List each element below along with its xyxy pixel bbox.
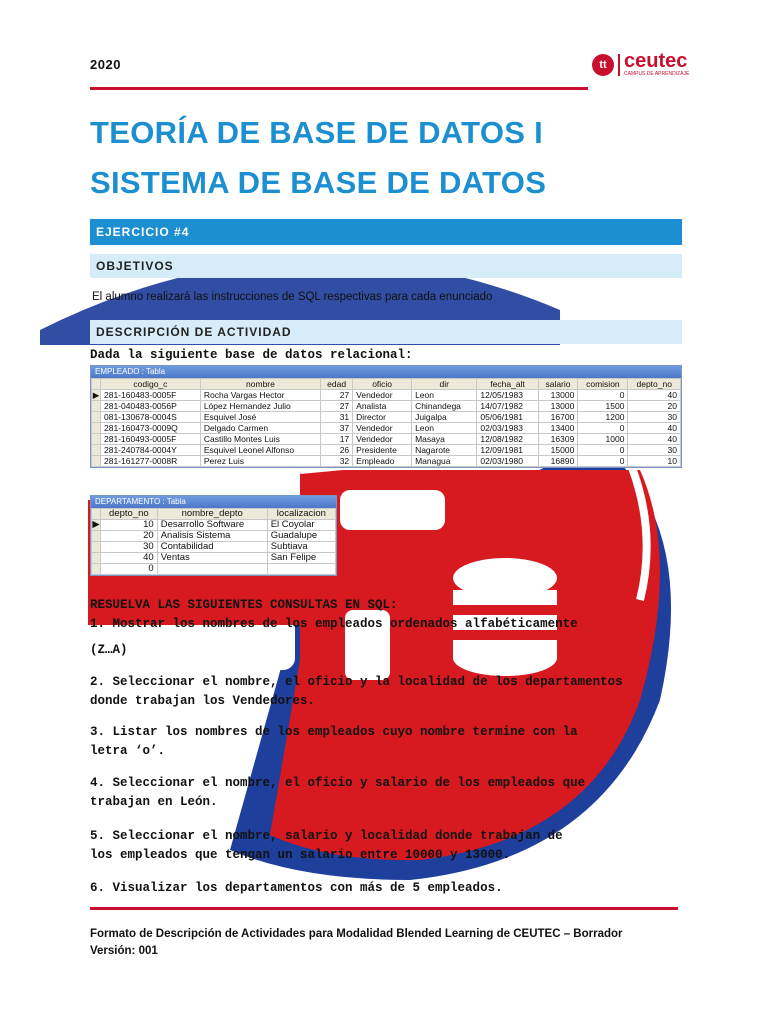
table-cell[interactable]: 12/05/1983 [477,390,538,401]
table-cell[interactable]: Vendedor [353,423,412,434]
table-cell[interactable]: 281-160473-0009Q [101,423,201,434]
row-selector[interactable] [92,434,101,445]
table-cell[interactable]: 20 [101,531,158,542]
current-row-marker-icon[interactable]: ▶ [92,519,100,530]
table-cell[interactable]: 16309 [538,434,578,445]
table-cell[interactable]: 16700 [538,412,578,423]
row-selector[interactable] [92,564,101,575]
logo-mark: tt [592,54,614,76]
table-cell[interactable]: 0 [101,564,158,575]
query-5-line-2: los empleados que tengan un salario entre 10000 y 13000. [90,848,511,862]
table-cell[interactable]: 32 [321,456,353,467]
table-row[interactable] [92,553,336,564]
table-cell[interactable]: 02/03/1980 [477,456,538,467]
table-cell[interactable]: 281-161277-0008R [101,456,201,467]
table-cell[interactable]: 15000 [538,445,578,456]
query-2-line-2: donde trabajan los Vendedores. [90,694,316,708]
departamento-table-title: DEPARTAMENTO : Tabla [91,496,336,508]
table-cell[interactable]: 31 [321,412,353,423]
table-cell[interactable]: San Felipe [267,553,335,564]
row-selector[interactable] [92,531,101,542]
table-cell[interactable]: Esquivel José [200,412,320,423]
table-cell[interactable]: 10 [628,456,681,467]
current-row-marker-icon[interactable]: ▶ [92,390,100,400]
title-topic: SISTEMA DE BASE DE DATOS [90,165,547,200]
table-row[interactable] [92,531,336,542]
table-row[interactable] [92,423,681,434]
logo-wordmark [624,52,689,77]
table-cell[interactable]: Masaya [412,434,477,445]
table-cell[interactable]: 14/07/1982 [477,401,538,412]
table-row[interactable] [92,520,336,531]
table-cell[interactable]: 40 [101,553,158,564]
column-header[interactable]: codigo_c [101,379,201,390]
table-cell[interactable]: Guadalupe [267,531,335,542]
table-cell[interactable]: Leon [412,423,477,434]
table-cell[interactable]: 0 [578,456,628,467]
row-selector[interactable] [92,456,101,467]
row-selector-header [92,379,101,390]
column-header[interactable]: salario [538,379,578,390]
description-bar: DESCRIPCIÓN DE ACTIVIDAD [90,320,682,344]
departamento-header-row [92,509,336,520]
row-selector[interactable] [92,445,101,456]
footer-rule [90,907,678,910]
departamento-table-window [90,495,337,576]
document-year: 2020 [90,57,121,72]
table-cell[interactable]: 40 [628,434,681,445]
table-cell[interactable]: 081-130678-0004S [101,412,201,423]
table-row[interactable] [92,401,681,412]
table-cell[interactable]: 281-160483-0005F [101,390,201,401]
table-cell[interactable]: 1000 [578,434,628,445]
empleado-table-title: EMPLEADO : Tabla [91,366,681,378]
column-header[interactable]: comision [578,379,628,390]
table-cell[interactable]: López Hernandez Julio [200,401,320,412]
ceutec-logo [592,52,689,77]
row-selector[interactable] [92,412,101,423]
query-4-line-1: 4. Seleccionar el nombre, el oficio y salario de los empleados que [90,776,586,790]
table-row[interactable] [92,434,681,445]
row-selector[interactable] [92,423,101,434]
table-cell[interactable]: El Coyolar [267,520,335,531]
footer-version: Versión: 001 [90,945,158,957]
table-cell[interactable]: 12/09/1981 [477,445,538,456]
table-cell[interactable]: Managua [412,456,477,467]
table-cell[interactable]: Ventas [157,553,267,564]
table-cell[interactable]: 0 [578,390,628,401]
table-cell[interactable] [157,564,267,575]
table-row[interactable] [92,456,681,467]
table-cell[interactable] [267,564,335,575]
table-cell[interactable]: Analista [353,401,412,412]
table-cell[interactable]: 26 [321,445,353,456]
column-header[interactable]: depto_no [101,509,158,520]
row-selector-header [92,509,101,520]
column-header[interactable]: dir [412,379,477,390]
table-cell[interactable]: 30 [628,412,681,423]
objectives-bar: OBJETIVOS [90,254,682,278]
table-cell[interactable]: 1500 [578,401,628,412]
row-selector[interactable] [92,401,101,412]
table-cell[interactable]: Analisis Sistema [157,531,267,542]
departamento-table-body [92,520,336,575]
table-row[interactable] [92,445,681,456]
table-cell[interactable]: 12/08/1982 [477,434,538,445]
query-1-line-1: 1. Mostrar los nombres de los empleados ordenados alfabéticamente [90,617,578,631]
header-rule [90,87,588,90]
row-selector[interactable] [92,542,101,553]
query-3-line-1: 3. Listar los nombres de los empleados cuyo nombre termine con la [90,725,578,739]
table-cell[interactable]: 27 [321,401,353,412]
table-cell[interactable]: Nagarote [412,445,477,456]
table-cell[interactable]: Castillo Montes Luis [200,434,320,445]
empleado-table-body [92,390,681,467]
table-cell[interactable]: Vendedor [353,390,412,401]
table-cell[interactable]: Perez Luis [200,456,320,467]
table-cell[interactable]: Leon [412,390,477,401]
relational-intro: Dada la siguiente base de datos relacional: [90,348,413,362]
table-row[interactable] [92,564,336,575]
table-cell[interactable]: Juigalpa [412,412,477,423]
table-cell[interactable]: 02/03/1983 [477,423,538,434]
column-header[interactable]: localizacion [267,509,335,520]
table-cell[interactable]: Rocha Vargas Hector [200,390,320,401]
table-row[interactable] [92,412,681,423]
table-cell[interactable]: 30 [101,542,158,553]
logo-tagline: CAMPUS DE APRENDIZAJE [624,71,690,77]
query-1-line-2: (Z…A) [90,643,128,657]
table-cell[interactable]: 16890 [538,456,578,467]
query-5-line-1: 5. Seleccionar el nombre, salario y localidad donde trabajan de [90,829,563,843]
table-cell[interactable]: 40 [628,390,681,401]
table-cell[interactable]: 1200 [578,412,628,423]
row-selector[interactable] [92,553,101,564]
exercise-bar: EJERCICIO #4 [90,219,682,245]
table-cell[interactable]: Chinandega [412,401,477,412]
table-cell[interactable]: Delgado Carmen [200,423,320,434]
query-3-line-2: letra ‘o’. [90,744,166,758]
departamento-table [91,508,336,575]
table-row[interactable] [92,390,681,401]
table-cell[interactable]: 13400 [538,423,578,434]
table-cell[interactable]: Subtiava [267,542,335,553]
table-cell[interactable]: 281-240784-0004Y [101,445,201,456]
table-cell[interactable]: Desarrollo Software [157,520,267,531]
logo-name: ceutec [624,50,688,72]
table-cell[interactable]: 27 [321,390,353,401]
column-header[interactable]: edad [321,379,353,390]
query-2-line-1: 2. Seleccionar el nombre, el oficio y la localidad de los departamentos [90,675,623,689]
objectives-text: El alumno realizará las instrucciones de SQL respectivas para cada enunciado [92,291,493,303]
table-cell[interactable]: Director [353,412,412,423]
empleado-table [91,378,681,467]
table-cell[interactable]: 40 [628,423,681,434]
column-header[interactable]: nombre [200,379,320,390]
table-cell[interactable]: 0 [578,445,628,456]
table-cell[interactable]: Contabilidad [157,542,267,553]
table-cell[interactable]: 17 [321,434,353,445]
table-cell[interactable]: 281-160493-0005F [101,434,201,445]
column-header[interactable]: fecha_alt [477,379,538,390]
column-header[interactable]: nombre_depto [157,509,267,520]
queries-heading: RESUELVA LAS SIGUIENTES CONSULTAS EN SQL: [90,598,398,612]
table-cell[interactable]: 30 [628,445,681,456]
table-cell[interactable]: Empleado [353,456,412,467]
footer [90,926,690,960]
query-4-line-2: trabajan en León. [90,795,218,809]
table-cell[interactable]: 13000 [538,390,578,401]
table-cell[interactable]: 10 [101,520,158,531]
table-cell[interactable]: Esquivel Leonel Alfonso [200,445,320,456]
table-row[interactable] [92,542,336,553]
title-course: TEORÍA DE BASE DE DATOS I [90,115,544,150]
footer-line-1: Formato de Descripción de Actividades para Modalidad Blended Learning de CEUTEC – Borrador [90,928,623,940]
table-cell[interactable]: Vendedor [353,434,412,445]
table-cell[interactable]: 05/06/1981 [477,412,538,423]
logo-divider [618,54,620,76]
table-cell[interactable]: 20 [628,401,681,412]
query-6: 6. Visualizar los departamentos con más de 5 empleados. [90,881,503,895]
table-cell[interactable]: 0 [578,423,628,434]
table-cell[interactable]: 281-040483-0056P [101,401,201,412]
column-header[interactable]: oficio [353,379,412,390]
empleado-table-window [90,365,682,468]
table-cell[interactable]: Presidente [353,445,412,456]
empleado-header-row [92,379,681,390]
table-cell[interactable]: 37 [321,423,353,434]
column-header[interactable]: depto_no [628,379,681,390]
table-cell[interactable]: 13000 [538,401,578,412]
